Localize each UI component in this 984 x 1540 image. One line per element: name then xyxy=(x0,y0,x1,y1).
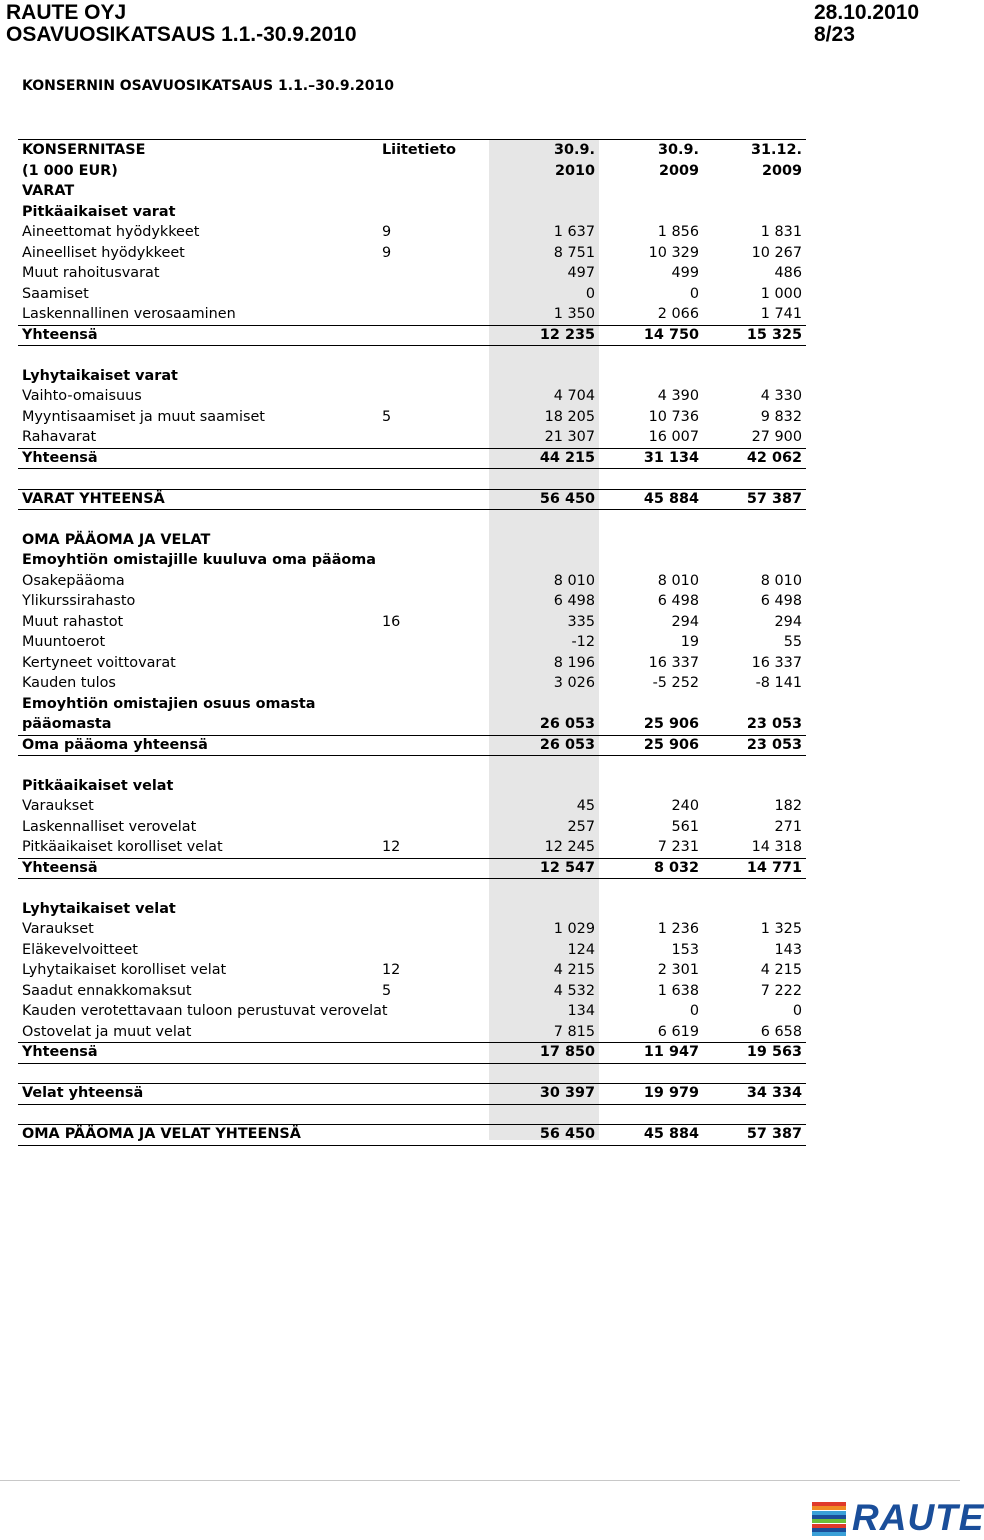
cell-v3: 14 318 xyxy=(751,839,802,855)
table-row xyxy=(22,1022,804,1042)
cell-label: Myyntisaamiset ja muut saamiset xyxy=(22,408,265,425)
cell-note: 16 xyxy=(382,613,401,630)
cell-v3: 2009 xyxy=(761,162,802,179)
cell-v1: 134 xyxy=(567,1003,595,1019)
total-bottom-rule xyxy=(18,468,806,469)
cell-v2: 16 007 xyxy=(648,429,699,445)
cell-label: Vaihto-omaisuus xyxy=(22,388,142,404)
cell-v2: 294 xyxy=(671,613,699,630)
cell-v1: 1 029 xyxy=(553,921,595,937)
cell-v1: 0 xyxy=(585,285,595,302)
cell-label: Yhteensä xyxy=(22,859,98,876)
cell-v1: 1 637 xyxy=(553,224,595,240)
total-top-rule xyxy=(18,325,806,326)
cell-v3: 1 325 xyxy=(760,921,802,937)
cell-label: Varaukset xyxy=(22,921,94,937)
table-row xyxy=(22,694,804,714)
cell-v1: 4 215 xyxy=(553,962,595,978)
report-date: 28.10.2010 xyxy=(814,1,920,24)
cell-v2: 14 750 xyxy=(643,326,699,343)
cell-v1: 12 547 xyxy=(539,859,595,876)
total-top-rule xyxy=(18,1042,806,1043)
cell-label: pääomasta xyxy=(22,716,112,732)
total-bottom-rule xyxy=(18,1145,806,1146)
cell-v3: 9 832 xyxy=(760,408,802,425)
cell-v1: 8 196 xyxy=(553,654,595,671)
table-row xyxy=(22,407,804,427)
cell-v3: 6 498 xyxy=(760,593,802,609)
table-top-rule xyxy=(18,139,806,140)
cell-v1: 21 307 xyxy=(544,429,595,445)
table-row xyxy=(22,755,804,775)
section-subtitle: KONSERNIN OSAVUOSIKATSAUS 1.1.–30.9.2010 xyxy=(22,78,394,94)
cell-v3: 143 xyxy=(774,941,802,958)
cell-v2: 0 xyxy=(689,1003,699,1019)
cell-note: 5 xyxy=(382,408,392,425)
table-row xyxy=(22,653,804,673)
table-row xyxy=(22,796,804,816)
cell-v2: 240 xyxy=(671,798,699,814)
table-row xyxy=(22,940,804,960)
cell-label: (1 000 EUR) xyxy=(22,162,118,179)
cell-label: Varaukset xyxy=(22,798,94,814)
cell-v2: 8 032 xyxy=(653,859,699,876)
cell-v2: 45 884 xyxy=(643,490,699,507)
table-row xyxy=(22,1083,804,1103)
cell-v3: -8 141 xyxy=(755,675,802,691)
total-top-rule xyxy=(18,1083,806,1084)
cell-v1: 1 350 xyxy=(553,306,595,322)
cell-note: 12 xyxy=(382,839,401,855)
logo-wordmark: RAUTE xyxy=(852,1497,984,1538)
table-row xyxy=(22,468,804,488)
cell-label: Yhteensä xyxy=(22,449,98,466)
cell-v1: 30.9. xyxy=(554,142,595,158)
cell-v2: 10 736 xyxy=(648,408,699,425)
cell-label: Saamiset xyxy=(22,285,89,302)
cell-label: Oma pääoma yhteensä xyxy=(22,736,208,753)
cell-v2: 7 231 xyxy=(657,839,699,855)
total-bottom-rule xyxy=(18,878,806,879)
cell-v1: 12 235 xyxy=(539,326,595,343)
cell-v1: 56 450 xyxy=(539,490,595,507)
cell-label: Pitkäaikaiset korolliset velat xyxy=(22,839,223,855)
cell-v1: 26 053 xyxy=(539,716,595,732)
cell-v3: 57 387 xyxy=(746,1126,802,1142)
cell-v3: 23 053 xyxy=(746,716,802,732)
footer-divider xyxy=(0,1480,960,1481)
cell-v1: 44 215 xyxy=(539,449,595,466)
cell-v3: 31.12. xyxy=(751,142,802,158)
cell-label: VARAT xyxy=(22,183,75,199)
table-row xyxy=(22,140,804,160)
table-row xyxy=(22,612,804,632)
cell-v2: 499 xyxy=(671,265,699,281)
raute-logo xyxy=(810,1497,984,1538)
table-row xyxy=(22,550,804,570)
total-bottom-rule xyxy=(18,1104,806,1105)
cell-v2: 153 xyxy=(671,941,699,958)
table-row xyxy=(22,714,804,734)
table-row xyxy=(22,1063,804,1083)
cell-v3: 27 900 xyxy=(751,429,802,445)
cell-label: Laskennalliset verovelat xyxy=(22,818,197,835)
table-row xyxy=(22,284,804,304)
cell-v3: 1 831 xyxy=(760,224,802,240)
cell-v2: 1 236 xyxy=(657,921,699,937)
cell-label: Lyhytaikaiset velat xyxy=(22,900,176,917)
cell-v1: 6 498 xyxy=(553,593,595,609)
cell-label: Osakepääoma xyxy=(22,572,125,589)
table-row xyxy=(22,1001,804,1021)
cell-v3: 23 053 xyxy=(746,736,802,753)
cell-v2: 11 947 xyxy=(643,1044,699,1060)
cell-label: Muut rahastot xyxy=(22,613,124,630)
cell-label: Emoyhtiön omistajien osuus omasta xyxy=(22,695,316,712)
cell-v3: 42 062 xyxy=(746,449,802,466)
cell-label: Muut rahoitusvarat xyxy=(22,265,160,281)
cell-v1: 45 xyxy=(576,798,595,814)
cell-label: Yhteensä xyxy=(22,1044,98,1060)
cell-v3: 57 387 xyxy=(746,490,802,507)
cell-label: OMA PÄÄOMA JA VELAT YHTEENSÄ xyxy=(22,1126,301,1142)
table-row xyxy=(22,448,804,468)
cell-v3: 294 xyxy=(774,613,802,630)
logo-globe-icon xyxy=(812,1502,846,1536)
table-row xyxy=(22,960,804,980)
cell-label: Yhteensä xyxy=(22,326,98,343)
table-row xyxy=(22,981,804,1001)
table-row xyxy=(22,899,804,919)
cell-v2: 561 xyxy=(671,818,699,835)
cell-label: Ostovelat ja muut velat xyxy=(22,1023,192,1040)
cell-v2: 6 498 xyxy=(657,593,699,609)
table-row xyxy=(22,222,804,242)
cell-v1: 26 053 xyxy=(539,736,595,753)
page-number: 8/23 xyxy=(814,23,855,46)
cell-v2: 16 337 xyxy=(648,654,699,671)
cell-v3: 486 xyxy=(774,265,802,281)
table-row xyxy=(22,366,804,386)
cell-v1: 4 704 xyxy=(553,388,595,404)
cell-v3: 8 010 xyxy=(760,572,802,589)
cell-v3: 0 xyxy=(792,1003,802,1019)
table-row xyxy=(22,243,804,263)
cell-v1: 124 xyxy=(567,941,595,958)
table-row xyxy=(22,776,804,796)
cell-v3: 10 267 xyxy=(751,244,802,261)
logo-stripe xyxy=(812,1532,846,1536)
table-row xyxy=(22,386,804,406)
cell-label: Eläkevelvoitteet xyxy=(22,941,138,958)
cell-v2: 1 638 xyxy=(657,982,699,999)
cell-label: Kauden tulos xyxy=(22,675,116,691)
cell-v1: 3 026 xyxy=(553,675,595,691)
table-row xyxy=(22,530,804,550)
cell-v2: 25 906 xyxy=(643,716,699,732)
total-bottom-rule xyxy=(18,735,806,736)
cell-v2: 1 856 xyxy=(657,224,699,240)
cell-v2: 10 329 xyxy=(648,244,699,261)
table-row xyxy=(22,1104,804,1124)
table-row xyxy=(22,263,804,283)
cell-label: Emoyhtiön omistajille kuuluva oma pääoma xyxy=(22,552,377,568)
cell-v2: 8 010 xyxy=(657,572,699,589)
cell-v3: 4 330 xyxy=(760,388,802,404)
table-row xyxy=(22,1042,804,1062)
cell-v3: 1 000 xyxy=(760,285,802,302)
cell-v1: 17 850 xyxy=(539,1044,595,1060)
cell-v2: 6 619 xyxy=(657,1023,699,1040)
cell-v1: 257 xyxy=(567,818,595,835)
cell-v3: 55 xyxy=(783,634,802,650)
cell-v2: 2 066 xyxy=(657,306,699,322)
total-bottom-rule xyxy=(18,509,806,510)
cell-v3: 4 215 xyxy=(760,962,802,978)
cell-v3: 182 xyxy=(774,798,802,814)
cell-v3: 6 658 xyxy=(760,1023,802,1040)
cell-label: VARAT YHTEENSÄ xyxy=(22,490,165,507)
cell-v1: 7 815 xyxy=(553,1023,595,1040)
cell-label: OMA PÄÄOMA JA VELAT xyxy=(22,531,211,548)
table-row xyxy=(22,427,804,447)
table-row xyxy=(22,304,804,324)
cell-v2: 19 979 xyxy=(643,1085,699,1101)
table-row xyxy=(22,878,804,898)
cell-label: Ylikurssirahasto xyxy=(22,593,136,609)
cell-v1: 8 010 xyxy=(553,572,595,589)
table-row xyxy=(22,202,804,222)
table-row xyxy=(22,509,804,529)
table-row xyxy=(22,837,804,857)
cell-note: 9 xyxy=(382,224,392,240)
cell-v3: 1 741 xyxy=(760,306,802,322)
cell-label: Lyhytaikaiset varat xyxy=(22,367,178,384)
table-row xyxy=(22,591,804,611)
total-bottom-rule xyxy=(18,1063,806,1064)
cell-v1: 8 751 xyxy=(553,244,595,261)
table-row xyxy=(22,489,804,509)
total-top-rule xyxy=(18,858,806,859)
cell-v1: 335 xyxy=(567,613,595,630)
report-title: OSAVUOSIKATSAUS 1.1.-30.9.2010 xyxy=(6,23,357,46)
cell-label: Pitkäaikaiset velat xyxy=(22,777,174,794)
cell-v3: 271 xyxy=(774,818,802,835)
cell-label: Aineelliset hyödykkeet xyxy=(22,244,185,261)
table-row xyxy=(22,919,804,939)
table-row xyxy=(22,735,804,755)
table-row xyxy=(22,858,804,878)
cell-v1: -12 xyxy=(571,634,595,650)
cell-label: Kertyneet voittovarat xyxy=(22,654,176,671)
table-row xyxy=(22,161,804,181)
table-row xyxy=(22,1124,804,1144)
cell-label: Laskennallinen verosaaminen xyxy=(22,306,236,322)
cell-label: Lyhytaikaiset korolliset velat xyxy=(22,962,227,978)
cell-v1: 4 532 xyxy=(553,982,595,999)
total-bottom-rule xyxy=(18,755,806,756)
cell-v3: 19 563 xyxy=(746,1044,802,1060)
cell-v1: 497 xyxy=(567,265,595,281)
cell-v1: 56 450 xyxy=(539,1126,595,1142)
cell-label: Rahavarat xyxy=(22,429,97,445)
cell-label: Saadut ennakkomaksut xyxy=(22,982,192,999)
table-row xyxy=(22,325,804,345)
total-top-rule xyxy=(18,1124,806,1125)
cell-label: Muuntoerot xyxy=(22,634,106,650)
cell-v2: 19 xyxy=(680,634,699,650)
total-top-rule xyxy=(18,489,806,490)
cell-v3: 7 222 xyxy=(760,982,802,999)
table-row xyxy=(22,632,804,652)
total-top-rule xyxy=(18,448,806,449)
cell-v1: 12 245 xyxy=(544,839,595,855)
cell-v3: 16 337 xyxy=(751,654,802,671)
cell-v3: 14 771 xyxy=(746,859,802,876)
cell-note: 12 xyxy=(382,962,401,978)
cell-v1: 18 205 xyxy=(544,408,595,425)
cell-label: Aineettomat hyödykkeet xyxy=(22,224,200,240)
cell-v1: 30 397 xyxy=(539,1085,595,1101)
cell-v2: 30.9. xyxy=(658,142,699,158)
cell-v2: 4 390 xyxy=(657,388,699,404)
company-name: RAUTE OYJ xyxy=(6,1,127,24)
cell-label: Velat yhteensä xyxy=(22,1085,144,1101)
total-bottom-rule xyxy=(18,345,806,346)
cell-v3: 15 325 xyxy=(746,326,802,343)
cell-note: 9 xyxy=(382,244,392,261)
cell-v2: 2 301 xyxy=(657,962,699,978)
table-row xyxy=(22,181,804,201)
table-row xyxy=(22,571,804,591)
table-row xyxy=(22,345,804,365)
cell-label: Kauden verotettavaan tuloon perustuvat verovelat xyxy=(22,1003,388,1019)
cell-v2: -5 252 xyxy=(652,675,699,691)
cell-note: 5 xyxy=(382,982,392,999)
cell-label: KONSERNITASE xyxy=(22,142,146,158)
cell-v1: 2010 xyxy=(554,162,595,179)
cell-label: Pitkäaikaiset varat xyxy=(22,203,176,220)
table-row xyxy=(22,817,804,837)
table-row xyxy=(22,673,804,693)
cell-v2: 25 906 xyxy=(643,736,699,753)
cell-v2: 31 134 xyxy=(643,449,699,466)
cell-v2: 0 xyxy=(689,285,699,302)
cell-v2: 2009 xyxy=(658,162,699,179)
cell-v3: 34 334 xyxy=(746,1085,802,1101)
cell-note: Liitetieto xyxy=(382,142,457,158)
cell-v2: 45 884 xyxy=(643,1126,699,1142)
